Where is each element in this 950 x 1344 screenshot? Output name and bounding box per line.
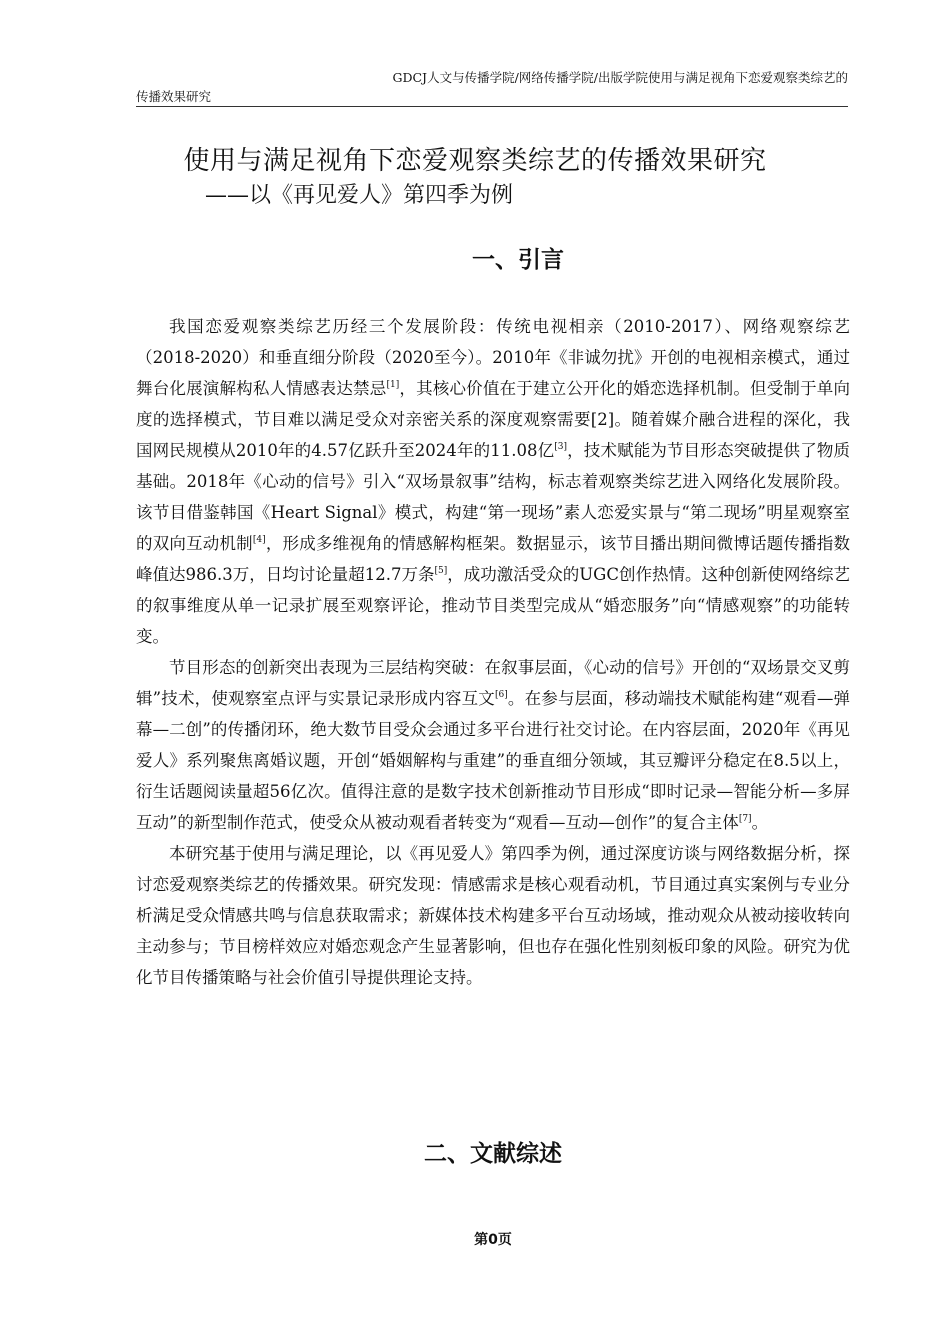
citation-ref-3: [3]	[554, 442, 567, 452]
text-run: 节目形态的创新突出表现为三层结构突破：在叙事层面，《心动的信号》开创的“双场景交叉剪辑”技术，使观察室点评与实景记录形成内容互文	[136, 658, 850, 708]
section-heading-introduction: 一、引言	[472, 247, 564, 273]
text-run: ，成功激活受众的UGC创作热情。这种创新使网络综艺的叙事维度从单一记录扩展至观察评论，推动节目类型完成从“婚恋服务”向“情感观察”的功能转变。	[136, 565, 850, 646]
citation-ref-7: [7]	[738, 814, 752, 824]
paper-title: 使用与满足视角下恋爱观察类综艺的传播效果研究	[183, 146, 767, 176]
section-heading-literature-review: 二、文献综述	[424, 1141, 562, 1167]
text-run: 。在参与层面，移动端技术赋能构建“观看—弹幕—二创”的传播闭环，绝大数节目受众会通过多平台进行社交讨论。在内容层面，2020年《再见爱人》系列聚焦离婚议题，开创“婚姻解构与重建”的垂直细分领域，其豆瓣评分稳定在8.5以上，衍生话题阅读量超56亿次。值得注意的是数字技术创新推动节目形成“即时记录—智能分析—多屏互动”的新型制作范式，使受众从被动观看者转变为“观看—互动—创作”的复合主体	[136, 689, 851, 832]
header-line-2: 传播效果研究	[136, 89, 212, 104]
text-run: 本研究基于使用与满足理论，以《再见爱人》第四季为例，通过深度访谈与网络数据分析，探讨恋爱观察类综艺的传播效果。研究发现：情感需求是核心观看动机，节目通过真实案例与专业分析满足受众情感共鸣与信息获取需求；新媒体技术构建多平台互动场域，推动观众从被动接收转向主动参与；节目榜样效应对婚恋观念产生显著影响，但也存在强化性别刻板印象的风险。研究为优化节目传播策略与社会价值引导提供理论支持。	[136, 844, 850, 987]
text-run: 我国恋爱观察类综艺历经三个发展阶段：传统电视相亲（2010-2017）、网络观察综艺（2018-2020）和垂直细分阶段（2020至今）。2010年《非诚勿扰》开创的电视相亲模式，通过舞台化展演解构私人情感表达禁忌	[136, 317, 850, 398]
page-number: 第0页	[474, 1232, 512, 1248]
header-line-1: GDCJ人文与传播学院/网络传播学院/出版学院使用与满足视角下恋爱观察类综艺的	[392, 70, 848, 85]
paragraph-2	[136, 652, 850, 838]
citation-ref-6: [6]	[494, 690, 508, 700]
text-run: 。	[751, 813, 769, 832]
text-run: ，技术赋能为节目形态突破提供了物质基础。2018年《心动的信号》引入“双场景叙事”结构，标志着观察类综艺进入网络化发展阶段。该节目借鉴韩国《Heart Signal》模式，构建“第一现场”素人恋爱实景与“第二现场”明星观察室的双向互动机制	[136, 441, 850, 553]
introduction-body	[136, 311, 850, 993]
text-run: ，其核心价值在于建立公开化的婚恋选择机制。但受制于单向度的选择模式，节目难以满足受众对亲密关系的深度观察需要[2]。随着媒介融合进程的深化，我国网民规模从2010年的4.57亿跃升至2024年的11.08亿	[136, 379, 851, 460]
paragraph-1	[136, 311, 850, 652]
text-run: ，形成多维视角的情感解构框架。数据显示，该节目播出期间微博话题传播指数峰值达986.3万，日均讨论量超12.7万条	[136, 534, 850, 584]
citation-ref-5: [5]	[434, 566, 448, 576]
citation-ref-1: [1]	[386, 380, 400, 390]
paragraph-3	[136, 838, 850, 993]
citation-ref-4: [4]	[252, 535, 266, 545]
running-header	[136, 66, 848, 107]
paper-subtitle: ——以《再见爱人》第四季为例	[205, 183, 514, 208]
